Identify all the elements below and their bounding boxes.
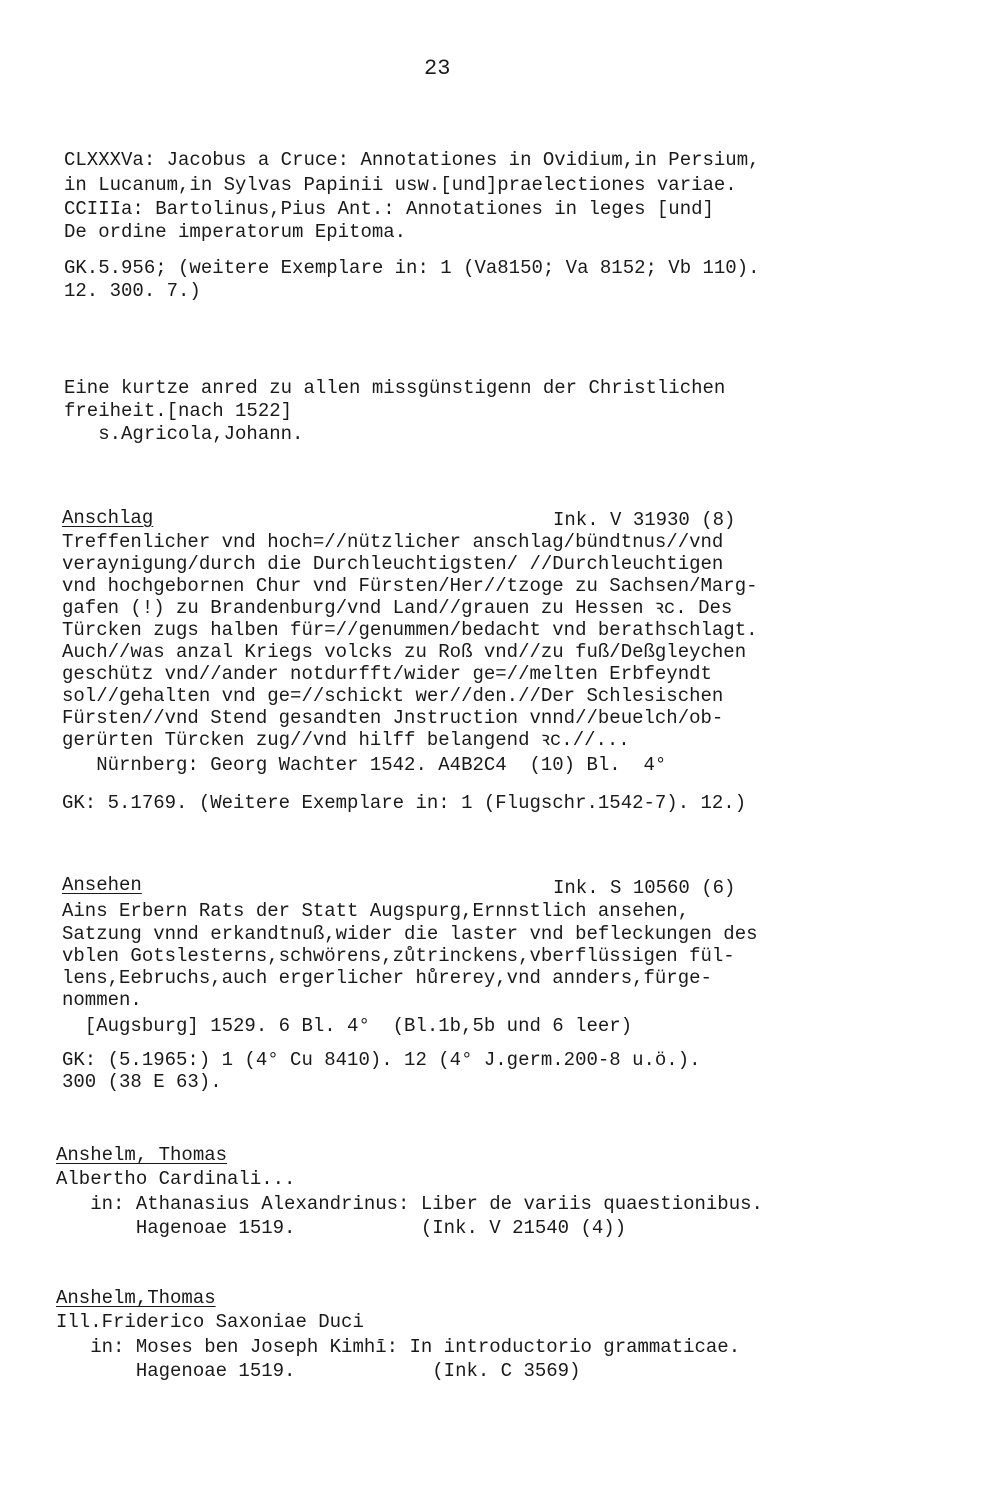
entry3-heading: Anschlag: [62, 507, 154, 529]
entry4-line-3: vblen Gotslesterns,schwörens,zůtrinckens,vberflüssigen fül-: [62, 945, 735, 967]
entry3-signature: Ink. V 31930 (8): [553, 509, 736, 531]
entry5-line-3: in: Athanasius Alexandrinus: Liber de variis quaestionibus.: [56, 1193, 763, 1215]
entry1-line-4: De ordine imperatorum Epitoma.: [64, 221, 407, 243]
entry3-line-7: geschütz vnd//ander notdurfft/wider ge=//melten Erbfeyndt: [62, 663, 712, 685]
entry5-line-2: Albertho Cardinali...: [56, 1168, 296, 1190]
entry6-heading: Anshelm,Thomas: [56, 1287, 216, 1309]
entry4-ref-2: 300 (38 E 63).: [62, 1071, 222, 1093]
entry2-line-1: Eine kurtze anred zu allen missgünstigenn der Christlichen: [64, 377, 726, 399]
page-number: 23: [424, 56, 451, 81]
entry6-line-3: in: Moses ben Joseph Kimhī: In introductorio grammaticae.: [56, 1336, 741, 1358]
entry1-line-3: CCIIIa: Bartolinus,Pius Ant.: Annotationes in leges [und]: [64, 198, 714, 220]
entry4-line-1: Ains Erbern Rats der Statt Augspurg,Ernnstlich ansehen,: [62, 900, 690, 922]
entry3-line-3: vnd hochgebornen Chur vnd Fürsten/Her//tzoge zu Sachsen/Marg-: [62, 575, 758, 597]
entry2-line-3: s.Agricola,Johann.: [64, 423, 304, 445]
entry3-line-2: veraynigung/durch die Durchleuchtigsten/ //Durchleuchtigen: [62, 553, 724, 575]
entry5-heading: Anshelm, Thomas: [56, 1144, 228, 1166]
entry3-line-11: Nürnberg: Georg Wachter 1542. A4B2C4 (10) Bl. 4°: [62, 754, 667, 776]
entry3-line-9: Fürsten//vnd Stend gesandten Jnstruction vnnd//beuelch/ob-: [62, 707, 724, 729]
entry1-ref-1: GK.5.956; (weitere Exemplare in: 1 (Va8150; Va 8152; Vb 110).: [64, 257, 760, 279]
entry6-line-4: Hagenoae 1519. (Ink. C 3569): [56, 1360, 581, 1382]
entry3-line-1: Treffenlicher vnd hoch=//nützlicher anschlag/bündtnus//vnd: [62, 531, 724, 553]
entry3-line-6: Auch//was anzal Kriegs volcks zu Roß vnd//zu fuß/Deßgleychen: [62, 641, 747, 663]
entry4-signature: Ink. S 10560 (6): [553, 877, 736, 899]
entry4-line-4: lens,Eebruchs,auch ergerlicher hůrerey,vnd annders,fürge-: [62, 967, 712, 989]
entry3-line-5: Türcken zugs halben für=//genummen/bedacht vnd berathschlagt.: [62, 619, 758, 641]
entry5-line-4: Hagenoae 1519. (Ink. V 21540 (4)): [56, 1217, 627, 1239]
entry3-ref-1: GK: 5.1769. (Weitere Exemplare in: 1 (Flugschr.1542-7). 12.): [62, 792, 747, 814]
entry1-line-2: in Lucanum,in Sylvas Papinii usw.[und]praelectiones variae.: [64, 174, 737, 196]
entry3-line-10: gerürten Türcken zug//vnd hilff belangend ꝛc.//...: [62, 729, 630, 751]
entry4-line-6: [Augsburg] 1529. 6 Bl. 4° (Bl.1b,5b und 6 leer): [62, 1015, 633, 1037]
entry6-line-2: Ill.Friderico Saxoniae Duci: [56, 1311, 364, 1333]
entry2-line-2: freiheit.[nach 1522]: [64, 400, 293, 422]
entry3-line-4: gafen (!) zu Brandenburg/vnd Land//grauen zu Hessen ꝛc. Des: [62, 597, 733, 619]
entry4-line-5: nommen.: [62, 989, 142, 1011]
entry4-ref-1: GK: (5.1965:) 1 (4° Cu 8410). 12 (4° J.germ.200-8 u.ö.).: [62, 1049, 701, 1071]
entry4-heading: Ansehen: [62, 874, 142, 896]
entry3-line-8: sol//gehalten vnd ge=//schickt wer//den.//Der Schlesischen: [62, 685, 724, 707]
entry4-line-2: Satzung vnnd erkandtnuß,wider die laster vnd befleckungen des: [62, 923, 758, 945]
entry1-line-1: CLXXXVa: Jacobus a Cruce: Annotationes in Ovidium,in Persium,: [64, 149, 760, 171]
entry1-ref-2: 12. 300. 7.): [64, 280, 201, 302]
